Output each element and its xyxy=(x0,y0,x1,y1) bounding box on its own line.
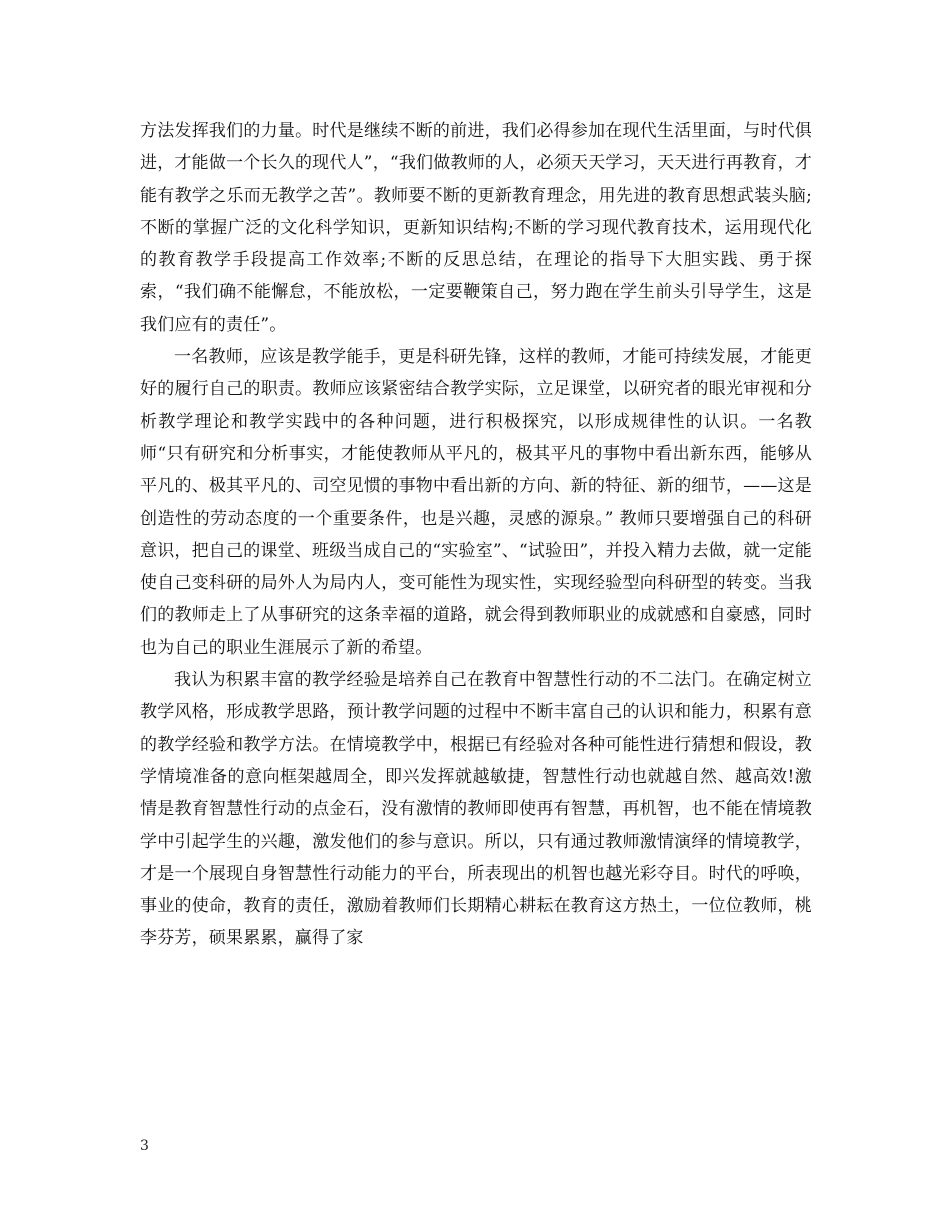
paragraph-1: 方法发挥我们的力量。时代是继续不断的前进，我们必得参加在现代生活里面，与时代俱进，才能做一个长久的现代人”，“我们做教师的人，必须天天学习，天天进行再教育，才能有教学之乐而无教学之苦”。教师要不断的更新教育理念，用先进的教育思想武装头脑;不断的掌握广泛的文化科学知识，更新知识结构;不断的学习现代教育技术，运用现代化的教育教学手段提高工作效率;不断的反思总结，在理论的指导下大胆实践、勇于探索，“我们确不能懈怠，不能放松，一定要鞭策自己，努力跑在学生前头引导学生，这是我们应有的责任”。 xyxy=(140,121,812,335)
paragraph-3: 我认为积累丰富的教学经验是培养自己在教育中智慧性行动的不二法门。在确定树立教学风格，形成教学思路，预计教学问题的过程中不断丰富自己的认识和能力，积累有意的教学经验和教学方法。在情境教学中，根据已有经验对各种可能性进行猜想和假设，教学情境准备的意向框架越周全，即兴发挥就越敏捷，智慧性行动也就越自然、越高效!激情是教育智慧性行动的点金石，没有激情的教师即使再有智慧，再机智，也不能在情境教学中引起学生的兴趣，激发他们的参与意识。所以，只有通过教师激情演绎的情境教学，才是一个展现自身智慧性行动能力的平台，所表现出的机智也越光彩夺目。时代的呼唤，事业的使命，教育的责任，激励着教师们长期精心耕耘在教育这方热土，一位位教师，桃李芬芳，硕果累累，赢得了家 xyxy=(140,670,812,949)
paragraph-2: 一名教师，应该是教学能手，更是科研先锋，这样的教师，才能可持续发展，才能更好的履行自己的职责。教师应该紧密结合教学实际，立足课堂，以研究者的眼光审视和分析教学理论和教学实践中的各种问题，进行积极探究，以形成规律性的认识。一名教师“只有研究和分析事实，才能使教师从平凡的，极其平凡的事物中看出新东西，能够从平凡的、极其平凡的、司空见惯的事物中看出新的方向、新的特征、新的细节，——这是创造性的劳动态度的一个重要条件，也是兴趣，灵感的源泉。” 教师只要增强自己的科研意识，把自己的课堂、班级当成自己的“实验室”、“试验田”，并投入精力去做，就一定能使自己变科研的局外人为局内人，变可能性为现实性，实现经验型向科研型的转变。当我们的教师走上了从事研究的这条幸福的道路，就会得到教师职业的成就感和自豪感，同时也为自己的职业生涯展示了新的希望。 xyxy=(140,347,812,658)
page-number: 3 xyxy=(140,1138,149,1154)
body-text xyxy=(140,115,812,955)
